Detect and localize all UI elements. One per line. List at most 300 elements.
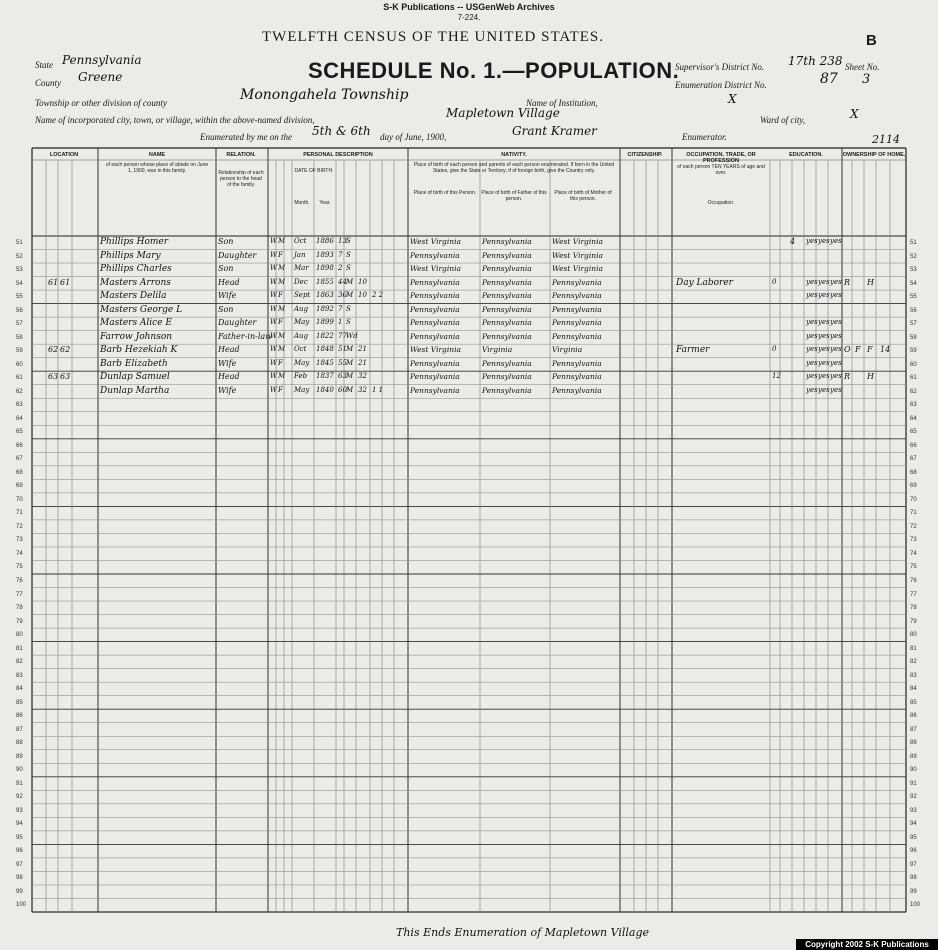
row-number: 99 [16,888,23,895]
birthplace: Pennsylvania [410,250,460,260]
row-number: 60 [16,361,23,368]
person-name: Dunlap Samuel [100,372,170,383]
years-married: 32 [358,385,367,394]
birth-month: Mar [294,264,309,273]
age-value: 36 [338,291,347,300]
row-number: 74 [16,550,23,557]
row-number: 65 [910,429,917,436]
farm-house: H [867,277,874,287]
row-number: 57 [910,321,917,328]
row-number: 89 [910,753,917,760]
row-number: 79 [910,618,917,625]
row-number: 52 [16,253,23,260]
years-married: 21 [358,345,367,354]
publisher-line: S-K Publications -- USGenWeb Archives [383,2,555,12]
birth-father-header: Place of birth of Father of this person. [481,190,547,202]
enumeration-label: Enumeration District No. [675,80,767,90]
speaks-english: yes [830,291,842,300]
school-months: 4 [790,237,796,246]
sex-value: F [278,291,283,300]
row-number: 52 [910,253,917,260]
mother-birthplace: West Virginia [552,237,603,246]
person-name: Masters George L [100,304,183,315]
color-value: W [270,277,278,286]
color-value: W [270,358,278,367]
father-birthplace: Pennsylvania [482,237,532,246]
free-mortgaged: F [855,345,861,355]
row-number: 93 [910,807,917,814]
township-value: Monongahela Township [240,87,409,103]
sex-value: F [278,358,283,367]
birth-month: Feb [294,372,308,381]
county-value: Greene [78,70,123,84]
row-number: 89 [16,753,23,760]
row-number: 82 [16,659,23,666]
row-number: 90 [16,767,23,774]
section-location: LOCATION [49,152,79,158]
color-value: W [270,345,278,354]
birth-year: 1893 [316,250,334,259]
row-number: 75 [910,564,917,571]
row-number: 88 [16,740,23,747]
row-number: 68 [16,469,23,476]
father-birthplace: Pennsylvania [482,277,532,287]
relation-value: Daughter [218,318,257,328]
row-number: 75 [16,564,23,571]
marital-status: M [346,372,354,381]
dwelling-number: 63 [48,372,59,382]
enumeration-value: 87 [820,71,838,87]
birth-month: Dec [294,277,308,286]
sex-value: M [278,345,286,354]
row-number: 93 [16,807,23,814]
row-number: 94 [16,821,23,828]
relation-value: Son [218,264,234,274]
relation-value: Son [218,237,234,246]
can-write: yes [818,318,830,327]
row-number: 92 [16,794,23,801]
birth-month: Aug [294,304,309,313]
row-number: 55 [910,294,917,301]
family-number: 61 [60,277,71,287]
birth-year: 1863 [316,291,334,300]
row-number: 70 [910,496,917,503]
father-birthplace: Pennsylvania [482,331,532,341]
father-birthplace: Pennsylvania [482,372,532,382]
birth-year: 1898 [316,264,334,273]
person-name: Masters Alice E [100,318,172,329]
enumerated-label: Enumerated by me on the [200,132,292,142]
color-value: W [270,250,278,259]
relation-note: Relationship of each person to the head of the family. [218,170,264,188]
city-label: Name of incorporated city, town, or village, within the above-named division, [35,115,315,125]
years-married: 10 [358,291,367,300]
section-name: NAME [148,152,166,158]
form-number: 7-224. [457,13,481,22]
farm-schedule: 14 [880,345,891,355]
row-number: 99 [910,888,917,895]
marital-status: M [346,345,354,354]
enumerator-label: Enumerator. [682,132,727,142]
occupation-note: of each person TEN YEARS of age and over. [677,164,765,176]
row-number: 74 [910,550,917,557]
age-value: 7 [338,304,343,313]
birthplace: West Virginia [410,237,461,246]
date-of-birth-header: DATE OF BIRTH. [294,168,334,174]
father-birthplace: Pennsylvania [482,250,532,260]
row-number: 61 [910,375,917,382]
row-number: 71 [910,510,917,517]
row-number: 59 [16,348,23,355]
marital-status: M [346,358,354,367]
months-unemployed: 12 [772,372,781,381]
supervisor-value: 17th 238 [788,54,843,68]
birthplace: West Virginia [410,345,461,355]
row-number: 72 [910,523,917,530]
color-value: W [270,304,278,313]
row-number: 83 [910,672,917,679]
row-number: 85 [16,699,23,706]
date-value: 5th & 6th [312,124,371,138]
birth-year: 1899 [316,318,334,327]
color-value: W [270,331,278,340]
row-number: 58 [910,334,917,341]
sex-value: M [278,331,286,340]
state-label: State [35,60,53,70]
sex-value: M [278,277,286,286]
mother-birthplace: Virginia [552,345,583,355]
relation-value: Daughter [218,250,257,260]
section-relation: RELATION. [226,152,256,158]
person-name: Barb Elizabeth [100,358,168,369]
birthplace: Pennsylvania [410,372,460,382]
nativity-note: Place of birth of each person and parents of each person enumerated. If born in the United States, give the State or Territory; if of foreign birth, give the Country only. [413,162,615,174]
row-number: 91 [910,780,917,787]
speaks-english: yes [830,358,842,367]
mother-birthplace: West Virginia [552,264,603,274]
mother-birthplace: Pennsylvania [552,318,602,328]
family-number: 63 [60,372,71,382]
birth-year: 1837 [316,372,334,381]
row-number: 53 [16,267,23,274]
row-number: 62 [16,388,23,395]
copyright-banner: Copyright 2002 S-K Publications [796,939,938,950]
can-write: yes [818,291,830,300]
row-number: 66 [16,442,23,449]
birthplace: Pennsylvania [410,331,460,341]
age-value: 55 [338,358,347,367]
birthplace: Pennsylvania [410,277,460,287]
row-number: 53 [910,267,917,274]
row-number: 90 [910,767,917,774]
schedule-title: SCHEDULE No. 1.—POPULATION. [308,58,680,83]
row-number: 66 [910,442,917,449]
relation-value: Son [218,304,234,314]
person-name: Phillips Mary [100,250,161,261]
age-value: 7 [338,250,343,259]
row-number: 98 [16,875,23,882]
person-name: Barb Hezekiah K [100,345,178,356]
color-value: W [270,385,278,394]
can-read: yes [806,237,818,245]
birth-year: 1855 [316,277,334,286]
speaks-english: yes [830,277,842,286]
row-number: 100 [910,902,921,909]
can-write: yes [818,331,830,340]
speaks-english: yes [830,331,842,340]
farm-house: H [867,372,874,382]
marital-status: S [346,304,351,313]
row-number: 81 [16,645,23,652]
mother-birthplace: Pennsylvania [552,304,602,314]
row-number: 54 [910,280,917,287]
row-number: 63 [910,402,917,409]
relation-value: Head [218,277,240,287]
row-number: 77 [910,591,917,598]
sheet-value: 3 [862,72,871,87]
name-note: of each person whose place of abode on June 1, 1900, was in this family. [105,162,209,174]
row-number: 85 [910,699,917,706]
marital-status: S [346,264,351,273]
dwelling-number: 61 [48,277,59,287]
sex-value: M [278,304,286,313]
row-number: 78 [910,605,917,612]
person-name: Phillips Charles [100,264,172,275]
row-number: 76 [910,578,917,584]
row-number: 57 [16,321,23,328]
mother-birthplace: Pennsylvania [552,385,602,395]
can-write: yes [818,277,830,286]
sex-value: F [278,318,283,327]
age-value: 1 [338,318,343,327]
supervisor-label: Supervisor's District No. [675,62,765,72]
birth-year: 1886 [316,237,334,245]
month-header: Month. [294,200,310,206]
birthplace: Pennsylvania [410,291,460,301]
section-citizenship: CITIZENSHIP. [627,152,663,158]
birth-year: 1845 [316,358,334,367]
row-number: 92 [910,794,917,801]
person-name: Farrow Johnson [100,331,173,342]
row-number: 67 [16,456,23,463]
row-number: 96 [910,848,917,855]
speaks-english: yes [830,345,842,354]
sex-value: M [278,372,286,381]
row-number: 69 [16,483,23,490]
section-occupation: OCCUPATION, TRADE, OR PROFESSION [686,152,756,164]
can-write: yes [818,385,830,394]
birth-year: 1840 [316,385,334,394]
row-number: 69 [910,483,917,490]
marital-status: M [346,291,354,300]
years-married: 21 [358,358,367,367]
father-birthplace: Pennsylvania [482,318,532,328]
age-value: 44 [338,277,347,286]
months-unemployed: 0 [772,277,777,286]
city-value: Mapletown Village [446,106,560,120]
relation-value: Wife [218,385,237,395]
age-value: 2 [338,264,343,273]
relation-value: Father-in-law [218,331,272,341]
relation-value: Wife [218,291,237,301]
mother-birthplace: Pennsylvania [552,291,602,301]
institution-label: Name of Institution, [526,98,598,108]
sheet-label: Sheet No. [845,62,880,72]
row-number: 96 [16,848,23,855]
row-number: 73 [910,537,917,544]
row-number: 95 [910,834,917,841]
sheet-letter: B [866,32,877,49]
row-number: 100 [16,902,27,909]
can-read: yes [806,385,818,394]
occupation-value: Farmer [676,345,710,356]
section-ownership: OWNERSHIP OF HOME. [842,152,906,158]
section-education: EDUCATION. [789,152,823,158]
section-nativity: NATIVITY. [501,152,527,158]
row-number: 51 [910,240,917,246]
section-personal: PERSONAL DESCRIPTION [303,152,373,158]
row-number: 59 [910,348,917,355]
row-number: 97 [910,861,917,868]
row-number: 87 [910,726,917,733]
row-number: 73 [16,537,23,544]
birthplace: Pennsylvania [410,304,460,314]
census-title: TWELFTH CENSUS OF THE UNITED STATES. [262,29,605,45]
father-birthplace: Virginia [482,345,513,355]
children-count: 1 1 [372,385,384,394]
color-value: W [270,318,278,327]
father-birthplace: Pennsylvania [482,304,532,314]
color-value: W [270,372,278,381]
marital-status: Wd [346,331,358,340]
can-read: yes [806,291,818,300]
can-read: yes [806,345,818,354]
owned-rented: R [844,277,851,287]
row-number: 81 [910,645,917,652]
birth-mother-header: Place of birth of Mother of this person. [554,190,612,202]
father-birthplace: Pennsylvania [482,358,532,368]
row-number: 68 [910,469,917,476]
row-number: 54 [16,280,23,287]
birth-month: May [294,385,310,394]
age-value: 60 [338,385,347,394]
township-label: Township or other division of county [35,98,167,108]
birth-self-header: Place of birth of this Person. [413,190,477,196]
relation-value: Wife [218,358,237,368]
row-number: 65 [16,429,23,436]
row-number: 61 [16,375,23,382]
age-value: 13 [338,237,347,245]
row-number: 76 [16,578,23,584]
can-read: yes [806,358,818,367]
birth-month: May [294,358,310,367]
year-header: Year. [319,200,331,206]
row-number: 63 [16,402,23,409]
birth-month: Oct [294,345,307,354]
birth-month: Sept [294,291,311,300]
row-number: 94 [910,821,917,828]
father-birthplace: Pennsylvania [482,385,532,395]
can-read: yes [806,277,818,286]
row-number: 86 [910,713,917,720]
mother-birthplace: West Virginia [552,250,603,260]
father-birthplace: Pennsylvania [482,291,532,301]
sex-value: M [278,237,286,245]
birth-month: Aug [294,331,309,340]
occupation-col-header: Occupation. [707,200,735,206]
row-number: 86 [16,713,23,720]
can-write: yes [818,237,830,245]
birth-month: May [294,318,310,327]
birth-month: Oct [294,237,307,245]
years-married: 10 [358,277,367,286]
can-read: yes [806,318,818,327]
row-number: 83 [16,672,23,679]
row-number: 98 [910,875,917,882]
person-name: Masters Delila [100,291,167,302]
mother-birthplace: Pennsylvania [552,358,602,368]
birth-month: Jan [294,250,306,259]
family-number: 62 [60,345,71,355]
row-number: 80 [16,632,23,639]
birthplace: Pennsylvania [410,318,460,328]
institution-value: X [728,92,737,106]
mother-birthplace: Pennsylvania [552,372,602,382]
sex-value: F [278,385,283,394]
can-write: yes [818,358,830,367]
row-number: 87 [16,726,23,733]
birthplace: West Virginia [410,264,461,274]
ward-value: X [850,107,859,121]
owned-rented: O [844,345,851,355]
birth-year: 1822 [316,331,334,340]
row-number: 97 [16,861,23,868]
row-number: 80 [910,632,917,639]
color-value: W [270,291,278,300]
row-number: 60 [910,361,917,368]
can-write: yes [818,345,830,354]
person-name: Dunlap Martha [100,385,170,396]
occupation-value: Day Laborer [676,277,733,288]
day-label: day of June, 1900, [380,132,447,142]
relation-value: Head [218,372,240,382]
farm-house: F [867,345,873,355]
months-unemployed: 0 [772,345,777,354]
age-value: 51 [338,345,347,354]
birthplace: Pennsylvania [410,385,460,395]
speaks-english: yes [830,372,842,381]
speaks-english: yes [830,318,842,327]
ward-label: Ward of city, [760,115,806,125]
row-number: 82 [910,659,917,666]
row-number: 56 [16,307,23,314]
can-read: yes [806,331,818,340]
person-name: Masters Arrons [100,277,171,288]
mother-birthplace: Pennsylvania [552,331,602,341]
stamp-number: 2114 [872,133,900,146]
marital-status: S [346,250,351,259]
row-number: 79 [16,618,23,625]
can-write: yes [818,372,830,381]
row-number: 70 [16,496,23,503]
color-value: W [270,237,278,245]
birth-year: 1848 [316,345,334,354]
row-number: 72 [16,523,23,530]
color-value: W [270,264,278,273]
row-number: 62 [910,388,917,395]
relation-value: Head [218,345,240,355]
row-number: 64 [16,415,23,422]
